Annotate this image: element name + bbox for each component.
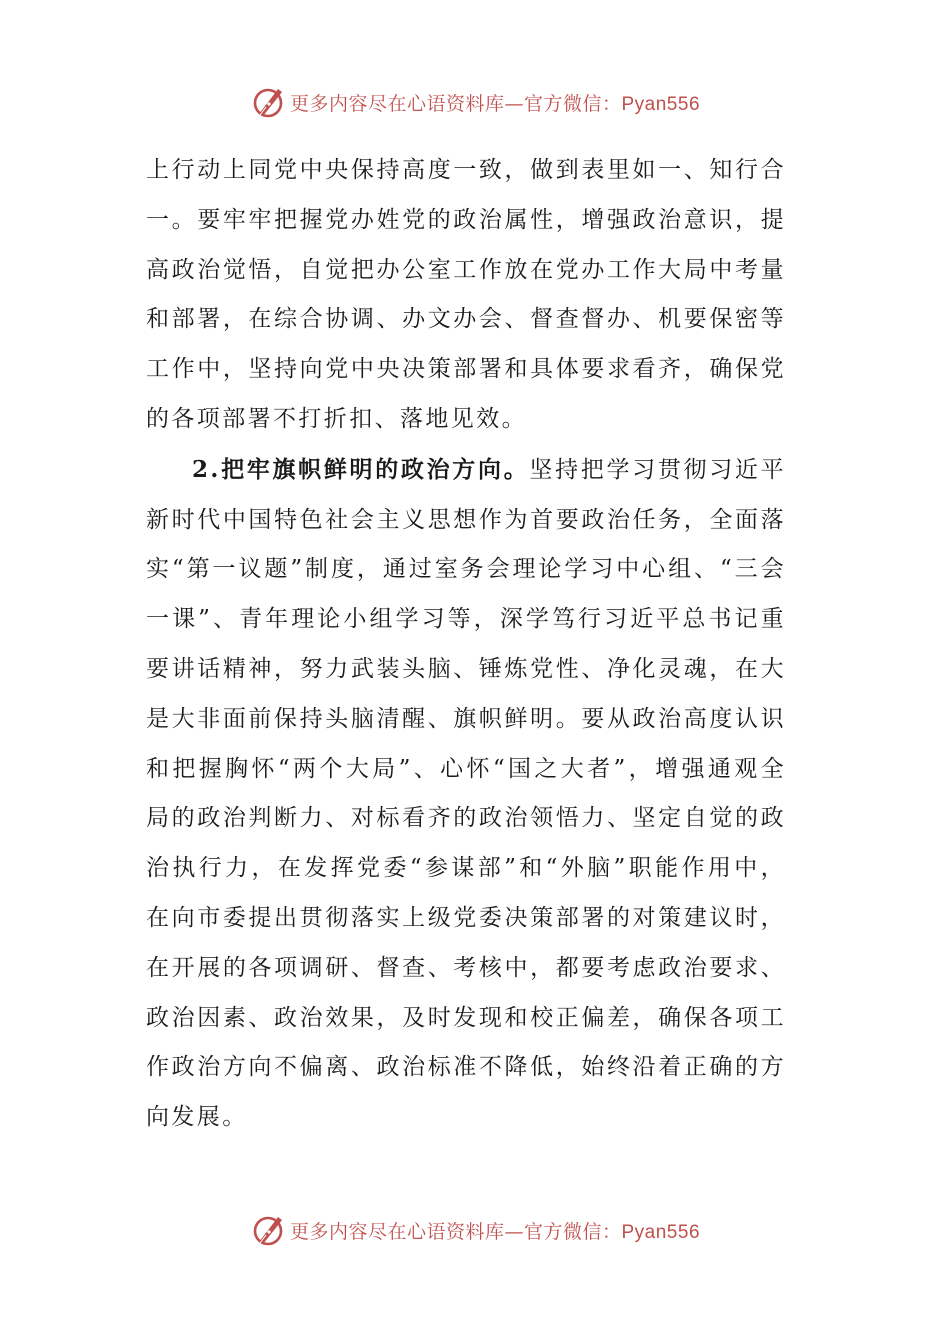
paragraph-2-heading: 2.把牢旗帜鲜明的政治方向。 bbox=[192, 455, 530, 483]
pen-nib-circle-icon bbox=[250, 84, 286, 120]
paragraph-2 bbox=[146, 445, 786, 1143]
paragraph-1-text: 上行动上同党中央保持高度一致，做到表里如一、知行合一。要牢牢把握党办姓党的政治属性，增强政治意识，提高政治觉悟，自觉把办公室工作放在党办工作大局中考量和部署，在综合协调、办文办会、督查督办、机要保密等工作中，坚持向党中央决策部署和具体要求看齐，确保党的各项部署不打折扣、落地见效。 bbox=[146, 157, 786, 432]
footer-watermark bbox=[0, 1212, 950, 1248]
paragraph-2-text: 坚持把学习贯彻习近平新时代中国特色社会主义思想作为首要政治任务，全面落实“第一议题”制度，通过室务会理论学习中心组、“三会一课”、青年理论小组学习等，深学笃行习近平总书记重要讲话精神，努力武装头脑、锤炼党性、净化灵魂，在大是大非面前保持头脑清醒、旗帜鲜明。要从政治高度认识和把握胸怀“两个大局”、心怀“国之大者”，增强通观全局的政治判断力、对标看齐的政治领悟力、坚定自觉的政治执行力，在发挥党委“参谋部”和“外脑”职能作用中，在向市委提出贯彻落实上级党委决策部署的对策建议时，在开展的各项调研、督查、考核中，都要考虑政治要求、政治因素、政治效果，及时发现和校正偏差，确保各项工作政治方向不偏离、政治标准不降低，始终沿着正确的方向发展。 bbox=[146, 456, 786, 1131]
paragraph-1 bbox=[146, 146, 786, 445]
pen-nib-circle-icon bbox=[250, 1212, 286, 1248]
document-body bbox=[146, 146, 786, 1143]
watermark-text: 更多内容尽在心语资料库—官方微信：Pyan556 bbox=[289, 92, 701, 115]
wechat-id: Pyan556 bbox=[621, 1221, 701, 1243]
header-watermark bbox=[0, 84, 950, 120]
wechat-id: Pyan556 bbox=[621, 93, 701, 115]
watermark-text: 更多内容尽在心语资料库—官方微信：Pyan556 bbox=[289, 1220, 701, 1243]
